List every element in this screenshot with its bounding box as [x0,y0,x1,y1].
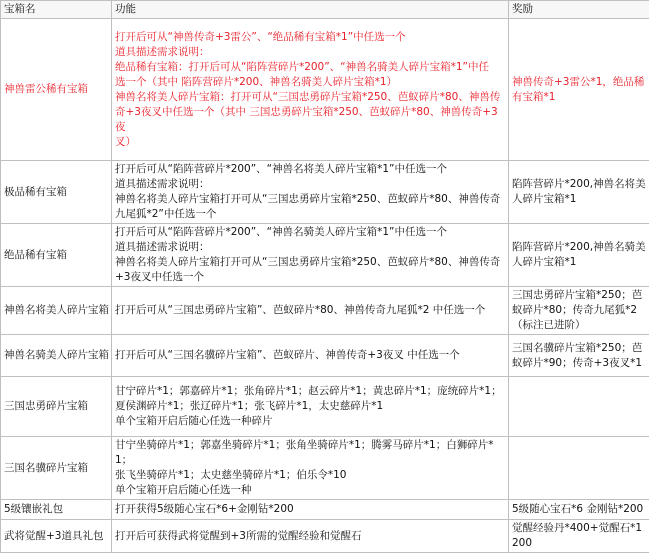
table-row [1,335,649,377]
function-line: 叉） [115,135,505,150]
function-cell [112,520,509,553]
box-name-cell: 神兽名骑美人碎片宝箱 [1,335,112,377]
function-line: 甘宁坐骑碎片*1；郭嘉坐骑碎片*1；张角坐骑碎片*1；腾雾马碎片*1；白狮碎片*1； [115,438,505,468]
box-name-cell: 绝品稀有宝箱 [1,224,112,287]
function-line: 单个宝箱开启后随心任选一种碎片 [115,414,505,429]
function-line: 道具描述需求说明： [115,240,505,255]
table-row [1,500,649,520]
function-cell [112,377,509,437]
reward-cell: 神兽传奇+3雷公*1，绝品稀有宝箱*1 [509,19,649,161]
table-row [1,377,649,437]
box-name-cell: 5级镶嵌礼包 [1,500,112,520]
box-name-cell: 三国名骥碎片宝箱 [1,437,112,500]
function-line: 打开后可从“神兽传奇+3雷公”、“绝品稀有宝箱*1”中任选一个 [115,30,505,45]
function-cell [112,224,509,287]
box-name-cell: 三国忠勇碎片宝箱 [1,377,112,437]
reward-cell [509,377,649,437]
function-cell [112,500,509,520]
box-name-cell: 武将觉醒+3道具礼包 [1,520,112,553]
function-line: +3夜叉中任选一个 [115,270,505,285]
box-name-cell: 极品稀有宝箱 [1,161,112,224]
header-reward: 奖励 [509,1,649,19]
table-row [1,287,649,335]
header-name: 宝箱名 [1,1,112,19]
reward-cell: 三国名骥碎片宝箱*250；芭蚁碎片*90；传奇+3夜叉*1 [509,335,649,377]
function-line: 神兽名将美人碎片宝箱打开可从“三国忠勇碎片宝箱*250、芭蚁碎片*80、神兽传奇 [115,255,505,270]
function-line: 打开后可从“陷阵营碎片*200”、“神兽名将美人碎片宝箱*1”中任选一个 [115,162,505,177]
function-line: 神兽名将美人碎片宝箱：打开可从“三国忠勇碎片宝箱*250、芭蚁碎片*80、神兽传 [115,90,505,105]
table-row [1,520,649,553]
function-line: 打开获得5级随心宝石*6+金刚钻*200 [115,502,505,517]
header-row [1,1,649,19]
function-line: 打开后可获得武将觉醒到+3所需的觉醒经验和觉醒石 [115,529,505,544]
table-row [1,437,649,500]
function-line: 绝品稀有宝箱：打开后可从“陷阵营碎片*200”、“神兽名骑美人碎片宝箱*1”中任 [115,60,505,75]
function-cell [112,287,509,335]
table-body [1,19,649,553]
function-line: 张飞坐骑碎片*1；太史慈坐骑碎片*1；伯乐令*10 [115,468,505,483]
reward-cell: 三国忠勇碎片宝箱*250；芭蚁碎片*80；传奇九尾狐*2（标注已进阶） [509,287,649,335]
function-cell [112,19,509,161]
function-cell [112,161,509,224]
box-name-cell: 神兽雷公稀有宝箱 [1,19,112,161]
reward-cell: 5级随心宝石*6 金刚钻*200 [509,500,649,520]
table-row [1,161,649,224]
reward-cell: 陷阵营碎片*200,神兽名将美人碎片宝箱*1 [509,161,649,224]
reward-cell [509,437,649,500]
function-line: 打开后可从“三国名骥碎片宝箱”、芭蚁碎片、神兽传奇+3夜叉 中任选一个 [115,348,505,363]
function-line: 甘宁碎片*1；郭嘉碎片*1；张角碎片*1；赵云碎片*1；黄忠碎片*1；庞统碎片*1； [115,384,505,399]
header-function: 功能 [112,1,509,19]
function-line: 打开后可从“陷阵营碎片*200”、“神兽名骑美人碎片宝箱*1”中任选一个 [115,225,505,240]
function-line: 选一个（其中 陷阵营碎片*200、神兽名骑美人碎片宝箱*1） [115,75,505,90]
function-line: 神兽名将美人碎片宝箱打开可从“三国忠勇碎片宝箱*250、芭蚁碎片*80、神兽传奇 [115,192,505,207]
reward-cell: 觉醒经验丹*400+觉醒石*1200 [509,520,649,553]
function-cell [112,335,509,377]
function-line: 单个宝箱开启后随心任选一种 [115,483,505,498]
function-line: 打开后可从“三国忠勇碎片宝箱”、芭蚁碎片*80、神兽传奇九尾狐*2 中任选一个 [115,303,505,318]
function-line: 道具描述需求说明： [115,177,505,192]
reward-cell: 陷阵营碎片*200,神兽名骑美人碎片宝箱*1 [509,224,649,287]
function-line: 九尾狐*2”中任选一个 [115,207,505,222]
function-line: 道具描述需求说明： [115,45,505,60]
function-line: 夏侯渊碎片*1；张辽碎片*1；张飞碎片*1，太史慈碎片*1 [115,399,505,414]
function-cell [112,437,509,500]
function-line: 奇+3夜叉中任选一个（其中 三国忠勇碎片宝箱*250、芭蚁碎片*80、神兽传奇+3夜 [115,105,505,135]
table-row [1,224,649,287]
box-name-cell: 神兽名将美人碎片宝箱 [1,287,112,335]
table-row [1,19,649,161]
